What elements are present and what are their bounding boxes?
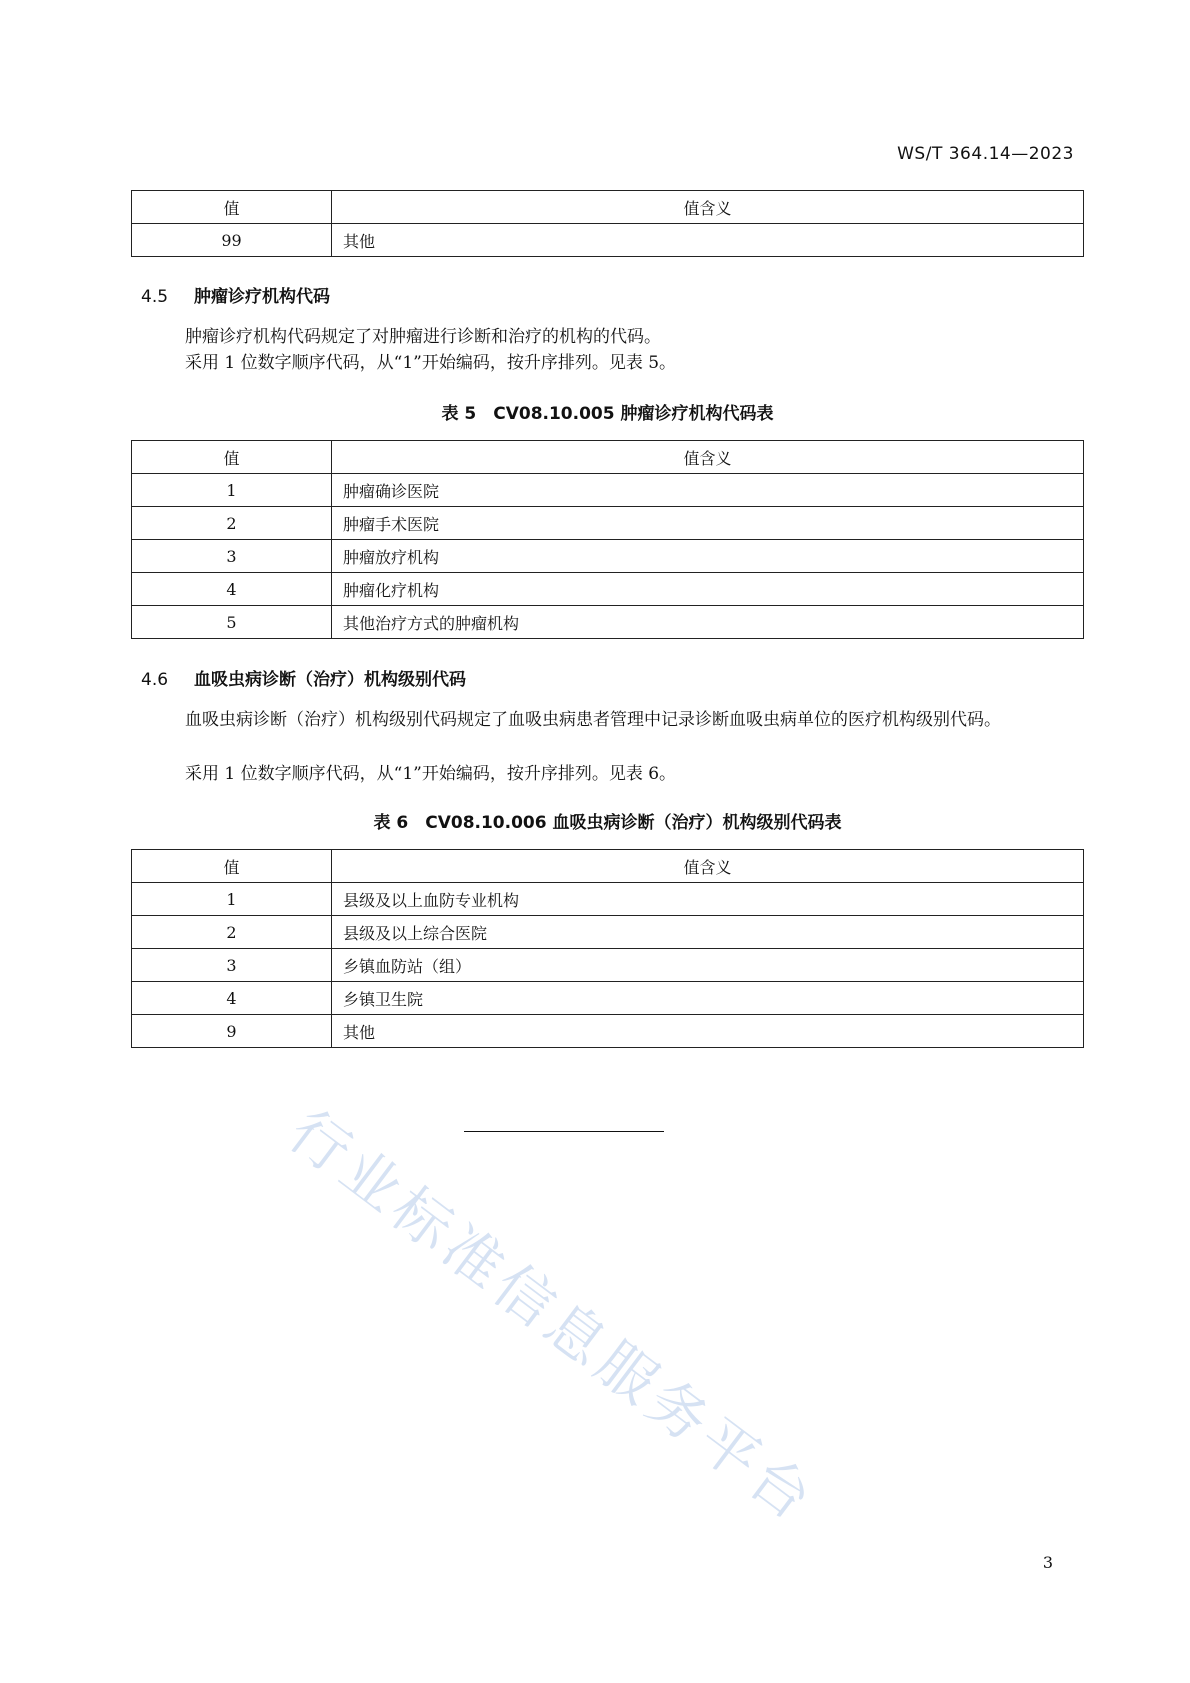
table-row	[132, 474, 1084, 507]
table-header-row	[132, 850, 1084, 883]
cell-meaning: 其他	[332, 224, 1084, 257]
cell-value: 99	[132, 224, 332, 257]
paragraph: 肿瘤诊疗机构代码规定了对肿瘤进行诊断和治疗的机构的代码。	[185, 327, 661, 347]
cell-meaning: 县级及以上综合医院	[332, 916, 1084, 949]
cell-value: 2	[132, 507, 332, 540]
cell-value: 1	[132, 474, 332, 507]
cell-meaning: 肿瘤确诊医院	[332, 474, 1084, 507]
header-meaning: 值含义	[332, 441, 1084, 474]
section-heading-4-6	[141, 665, 466, 690]
section-title: 血吸虫病诊断（治疗）机构级别代码	[194, 670, 466, 690]
paragraph: 采用 1 位数字顺序代码，从“1”开始编码，按升序排列。见表 6。	[185, 764, 677, 784]
table-header-row	[132, 441, 1084, 474]
cell-value: 9	[132, 1015, 332, 1048]
table-6	[131, 849, 1084, 1048]
table-caption-5: 表 5 CV08.10.005 肿瘤诊疗机构代码表	[441, 404, 774, 424]
table-row	[132, 224, 1084, 257]
header-value: 值	[132, 191, 332, 224]
cell-value: 3	[132, 540, 332, 573]
table-row	[132, 1015, 1084, 1048]
table-row	[132, 916, 1084, 949]
paragraph: 采用 1 位数字顺序代码，从“1”开始编码，按升序排列。见表 5。	[185, 353, 677, 373]
cell-meaning: 肿瘤手术医院	[332, 507, 1084, 540]
cell-meaning: 县级及以上血防专业机构	[332, 883, 1084, 916]
table-caption-6: 表 6 CV08.10.006 血吸虫病诊断（治疗）机构级别代码表	[373, 813, 842, 833]
paragraph: 血吸虫病诊断（治疗）机构级别代码规定了血吸虫病患者管理中记录诊断血吸虫病单位的医疗机构级别代码。	[185, 710, 1001, 730]
section-title: 肿瘤诊疗机构代码	[194, 287, 330, 307]
header-meaning: 值含义	[332, 191, 1084, 224]
table-row	[132, 982, 1084, 1015]
section-number: 4.5	[141, 287, 169, 307]
table-row	[132, 949, 1084, 982]
cell-value: 1	[132, 883, 332, 916]
table-top-continued	[131, 190, 1084, 257]
table-5	[131, 440, 1084, 639]
table-row	[132, 540, 1084, 573]
cell-value: 4	[132, 573, 332, 606]
cell-meaning: 其他	[332, 1015, 1084, 1048]
table-row	[132, 507, 1084, 540]
cell-meaning: 肿瘤化疗机构	[332, 573, 1084, 606]
cell-meaning: 乡镇卫生院	[332, 982, 1084, 1015]
cell-value: 4	[132, 982, 332, 1015]
table-header-row	[132, 191, 1084, 224]
table-row	[132, 606, 1084, 639]
cell-meaning: 乡镇血防站（组）	[332, 949, 1084, 982]
header-value: 值	[132, 441, 332, 474]
cell-value: 2	[132, 916, 332, 949]
cell-meaning: 肿瘤放疗机构	[332, 540, 1084, 573]
header-value: 值	[132, 850, 332, 883]
watermark: 行业标准信息服务平台	[276, 1096, 829, 1537]
end-of-document-rule	[464, 1131, 664, 1132]
cell-value: 5	[132, 606, 332, 639]
section-number: 4.6	[141, 670, 169, 690]
table-row	[132, 883, 1084, 916]
standard-code: WS/T 364.14—2023	[897, 144, 1074, 164]
cell-meaning: 其他治疗方式的肿瘤机构	[332, 606, 1084, 639]
cell-value: 3	[132, 949, 332, 982]
section-heading-4-5	[141, 282, 330, 307]
header-meaning: 值含义	[332, 850, 1084, 883]
table-row	[132, 573, 1084, 606]
page-number: 3	[1042, 1553, 1053, 1572]
